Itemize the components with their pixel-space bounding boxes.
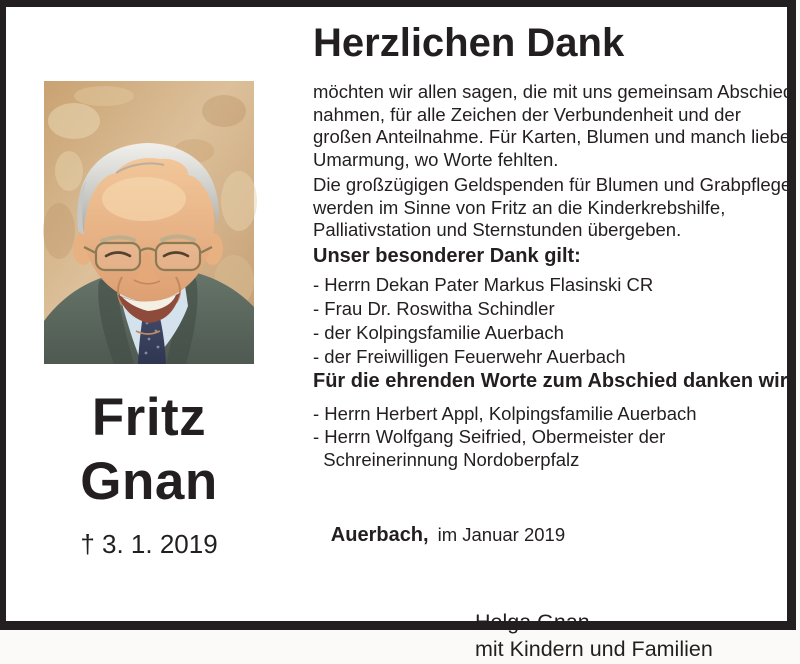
paragraph-line: Umarmung, wo Worte fehlten. <box>313 148 559 170</box>
honoring-words-heading: Für die ehrenden Worte zum Abschied danken wir: <box>313 369 795 392</box>
list-item: - Frau Dr. Roswitha Schindler <box>313 297 555 319</box>
dateline-place: Auerbach, <box>330 523 429 546</box>
special-thanks-list <box>313 273 788 369</box>
paragraph-line: nahmen, für alle Zeichen der Verbundenheit und der <box>313 103 741 125</box>
death-date: † 3. 1. 2019 <box>80 529 218 559</box>
notice-title: Herzlichen Dank <box>313 21 625 65</box>
portrait-illustration <box>44 81 254 364</box>
deceased-name <box>24 386 274 514</box>
special-thanks-heading: Unser besonderer Dank gilt: <box>313 244 581 267</box>
forehead-highlight <box>102 177 186 221</box>
paragraph-line: Die großzügigen Geldspenden für Blumen und Grabpflege <box>313 174 792 195</box>
honoring-words-list <box>313 402 788 471</box>
signature-family: mit Kindern und Familien <box>475 637 713 661</box>
thanks-paragraph <box>313 81 794 171</box>
list-item: - der Kolpingsfamilie Auerbach <box>313 321 564 343</box>
deceased-last-name: Gnan <box>80 452 218 511</box>
list-item: - Herrn Wolfgang Seifried, Obermeister der <box>313 425 666 447</box>
donations-paragraph <box>313 174 792 242</box>
list-item: - Herrn Herbert Appl, Kolpingsfamilie Auerbach <box>313 402 697 424</box>
signature-name: Helga Gnan <box>475 609 590 634</box>
list-item: - Herrn Dekan Pater Markus Flasinski CR <box>313 273 654 295</box>
paragraph-line: Palliativstation und Sternstunden übergeben. <box>313 219 682 240</box>
notice-body <box>313 0 795 664</box>
dateline-date: im Januar 2019 <box>437 523 566 545</box>
paragraph-line: großen Anteilnahme. Für Karten, Blumen und manch liebe <box>313 126 791 147</box>
deceased-first-name: Fritz <box>91 388 207 447</box>
paragraph-line: werden im Sinne von Fritz an die Kinderkrebshilfe, <box>313 196 726 218</box>
list-item: - der Freiwilligen Feuerwehr Auerbach <box>313 345 626 367</box>
portrait-photo <box>44 81 254 364</box>
dateline <box>313 496 788 576</box>
paragraph-line: möchten wir allen sagen, die mit uns gemeinsam Abschied <box>313 81 794 102</box>
list-item-continuation: Schreinerinnung Nordoberpfalz <box>313 448 580 470</box>
signature-block <box>313 609 788 664</box>
